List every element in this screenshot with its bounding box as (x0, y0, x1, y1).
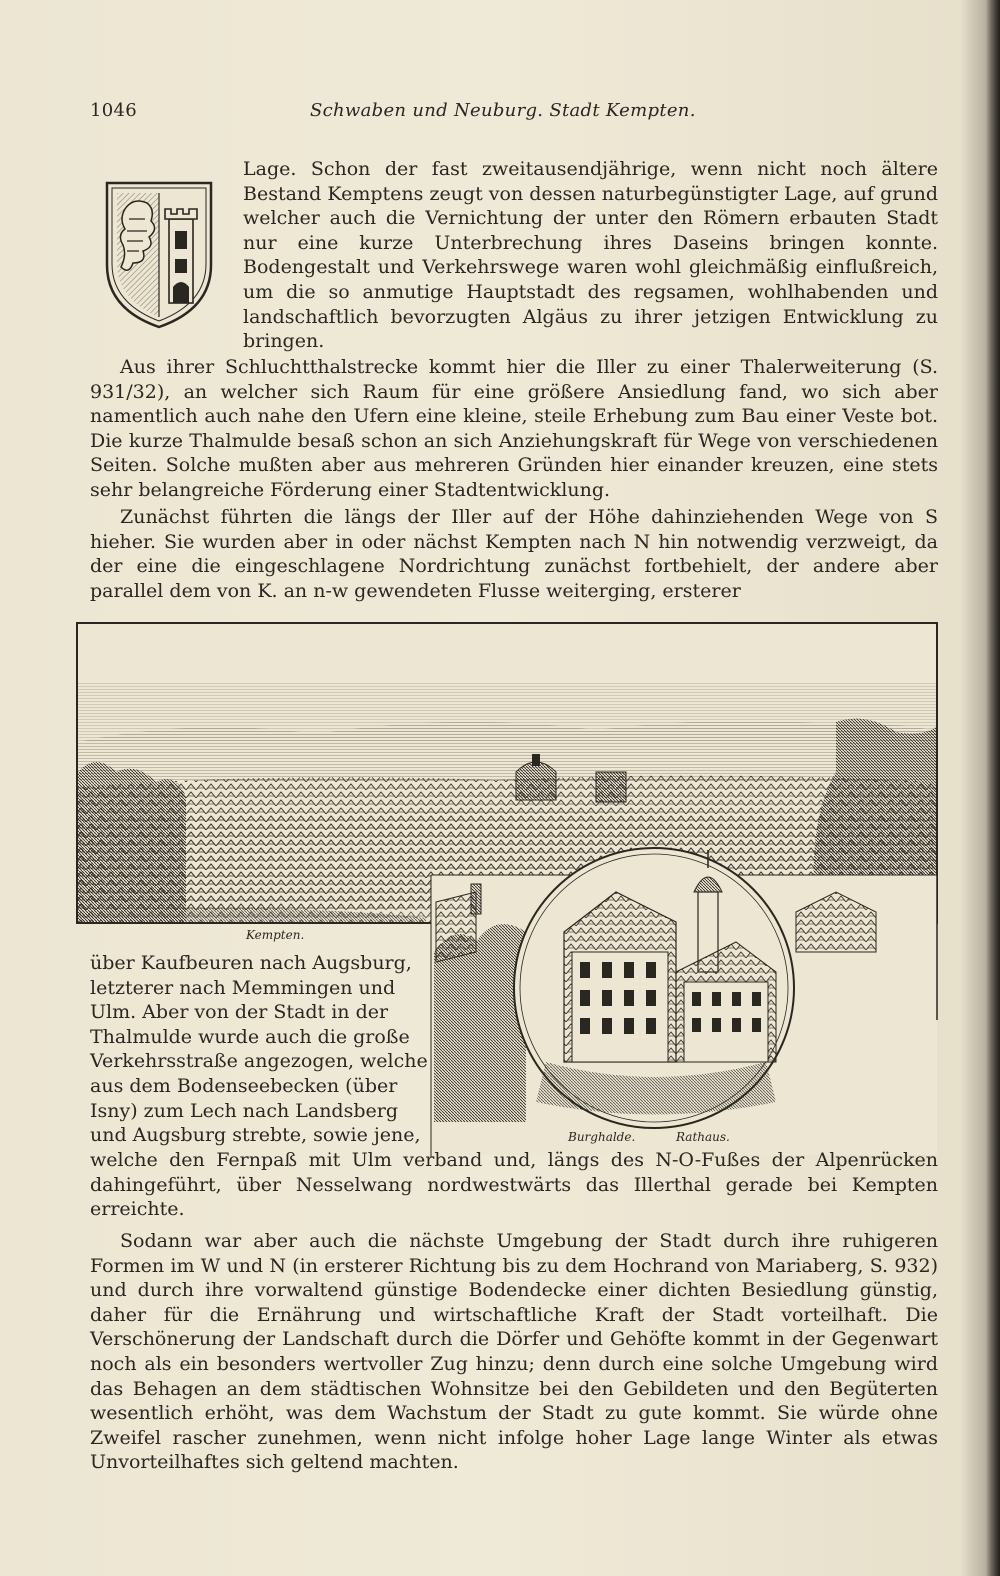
side-line: aus dem Bodenseebecken (über (90, 1074, 398, 1097)
paragraph-surroundings: Sodann war aber auch die nächste Umgebung der Stadt durch ihre ruhigeren Formen im W und N (in ersterer Richtung bis zu dem Hochrand von Mariaberg, S. 932) und durch ihre vorwaltend günstige Bodendecke einer dichten Besiedlung günstig, daher für die Ernährung und wirtschaftliche Kraft der Stadt vorteilhaft. Die Verschönerung der Landschaft durch die Dörfer und Gehöfte kommt in der Gegenwart noch als ein besonders wertvoller Zug hinzu; denn durch eine solche Umgebung wird das Behagen an dem städtischen Wohnsitze bei den Gebildeten und den Begüterten wesentlich erhöht, was dem Wachstum der Stadt zu gute kommt. Sie würde ohne Zweifel rascher zunehmen, wenn nicht infolge hoher Lage lange Winter als etwas Unvorteilhaftes sich geltend machten. (90, 1230, 938, 1474)
side-text-block (90, 951, 428, 1148)
side-line: Verkehrsstraße angezogen, welche (90, 1050, 428, 1073)
paragraph-iller-valley: Aus ihrer Schluchtthalstrecke kommt hier die Iller zu einer Thalerweiterung (S. 931/32), an welcher sich Raum für eine größere Ansiedlung fand, wo sich aber namentlich auch nahe den Ufern eine kleine, steile Erhebung zum Bau einer Veste bot. Die kurze Thalmulde besaß schon an sich Anziehungskraft für Wege von verschiedenen Seiten. Solche mußten aber aus mehreren Gründen hier einander kreuzen, eine stets sehr belangreiche Förderung einer Stadtentwicklung. (90, 356, 938, 501)
side-line: über Kaufbeuren nach Augsburg, (90, 952, 412, 974)
page-edge-shadow (986, 0, 1000, 1576)
caption-kempten: Kempten. (246, 928, 305, 942)
coat-of-arms-image (103, 179, 215, 331)
side-line: Thalmulde wurde auch die große (90, 1025, 410, 1048)
paragraph-lage-intro: Lage. Schon der fast zweitausendjährige, wenn nicht noch ältere Bestand Kemptens zeugt von dessen naturbegünstigter Lage, auf grund welcher auch die Vernichtung der unter den Römern erbauten Stadt nur eine kurze Unterbrechung ihres Daseins bringen konnte. Bodengestalt und Verkehrswege waren wohl gleichmäßig einflußreich, um die so anmutige Hauptstadt des regsamen, wohlhabenden und landschaftlich bevorzugten Algäus zu ihrer jetzigen Entwicklung zu bringen. (243, 158, 938, 353)
side-line: und Augsburg strebte, sowie jene, (90, 1124, 421, 1147)
page-number: 1046 (90, 100, 138, 121)
page-header (90, 100, 940, 130)
paragraph-fernpass: welche den Fernpaß mit Ulm verband und, längs des N-O-Fußes der Alpenrücken dahingeführt, über Nesselwang nordwestwärts das Illerthal gerade bei Kempten erreichte. (90, 1149, 938, 1221)
caption-burghalde: Burghalde. (568, 1130, 636, 1144)
side-line: Ulm. Aber von der Stadt in der (90, 1001, 389, 1024)
paragraph-roads-south: Zunächst führten die längs der Iller auf der Höhe dahinziehenden Wege von S hieher. Sie wurden aber in oder nächst Kempten nach N hin notwendig verzweigt, da der eine die eingeschlagene Nordrichtung zunächst fortbehielt, der andere aber parallel dem von K. an n-w gewendeten Flusse weiterging, ersterer (90, 506, 938, 602)
side-line: letzterer nach Memmingen und (90, 976, 396, 999)
running-title: Schwaben und Neuburg. Stadt Kempten. (310, 100, 696, 121)
caption-rathaus: Rathaus. (676, 1130, 730, 1144)
side-line: Isny) zum Lech nach Landsberg (90, 1099, 398, 1122)
